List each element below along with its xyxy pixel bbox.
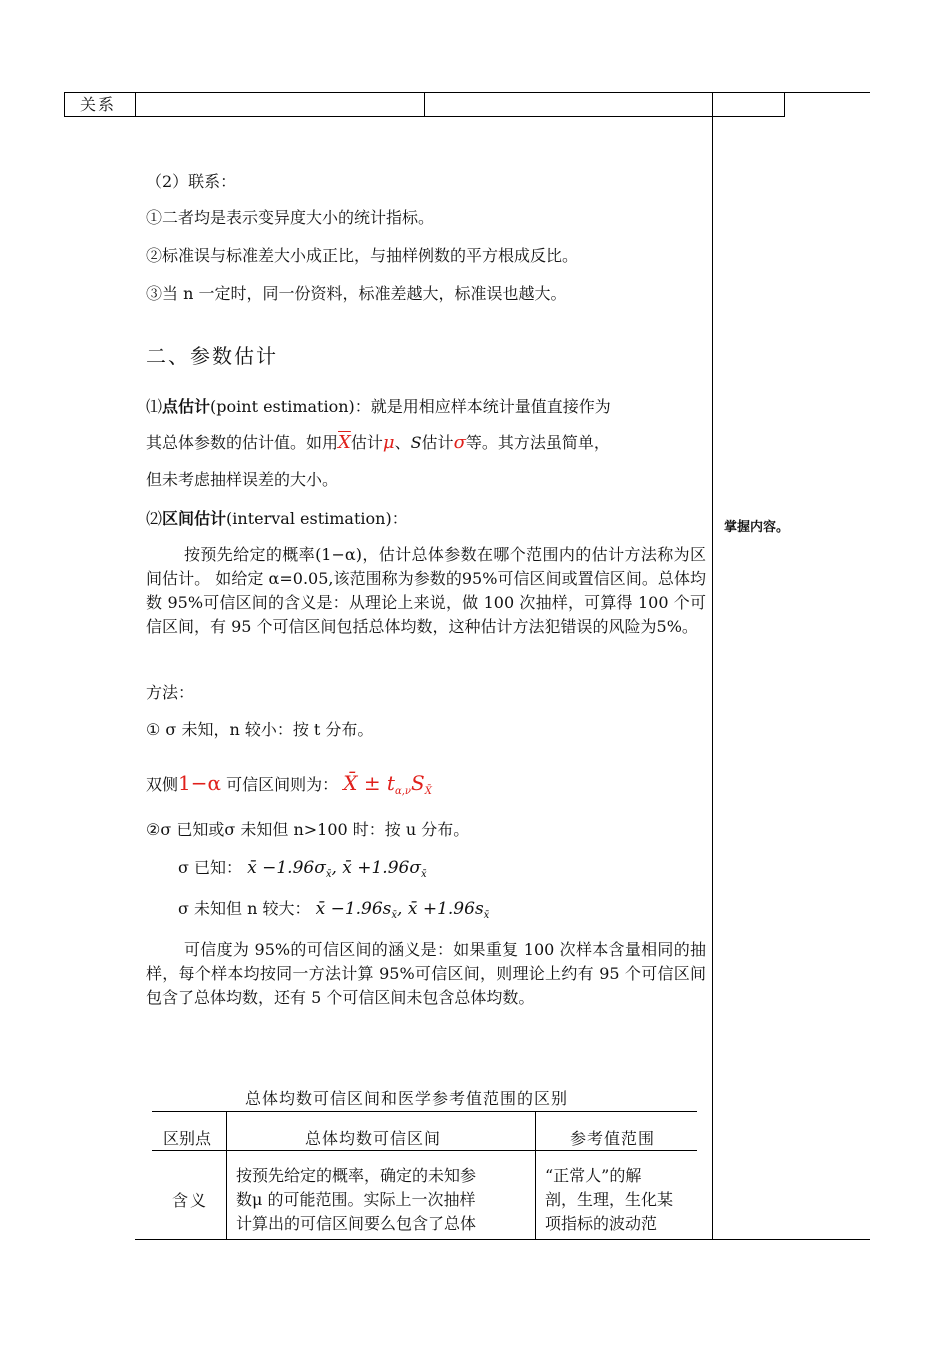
sigma-known-formula [247, 858, 426, 878]
two-sided-alpha: 1−α [178, 771, 222, 795]
xbar-symbol: $\overline{X}$ [338, 432, 351, 453]
known-formula-b: , x̄ +1.96σ [331, 858, 421, 878]
point-text-c: 、 [394, 433, 411, 452]
point-text-a: 其总体参数的估计值。如用 [146, 433, 339, 452]
sigma-unknown-label: σ 未知但 n 较大： [178, 899, 311, 918]
point-estimation-line2 [146, 433, 610, 453]
compare-row1-label: 含义 [172, 1191, 209, 1210]
sigma-unknown-line [178, 899, 489, 926]
sigma-known-label: σ 已知： [178, 858, 243, 877]
confidence-paragraph: 可信度为 95%的可信区间的涵义是：如果重复 100 次样本含量相同的抽样，每个样本均按同一方法计算 95%可信区间，则理论上约有 95 个可信区间包含了总体均数，还有 5 个可信区间未包含总体均数。 [146, 940, 706, 1007]
interval-term: 区间估计 [162, 509, 227, 528]
page-bottom-border [135, 1239, 870, 1240]
compare-caption: 总体均数可信区间和医学参考值范围的区别 [245, 1089, 569, 1108]
ci-line-2: 数μ 的可能范围。实际上一次抽样 [236, 1190, 476, 1209]
unknown-sub-2: x̄ [483, 910, 490, 921]
top-row-div-0 [64, 92, 65, 117]
ci-line-1: 按预先给定的概率，确定的未知参 [236, 1166, 477, 1185]
interval-paragraph: 按预先给定的概率(1−α)，估计总体参数在哪个范围内的估计方法称为区间估计。 如给定 α=0.05,该范围称为参数的95%可信区间或置信区间。总体均数 95%可信区间的含义是：从理论上来说，做 100 次抽样，可算得 100 个可信区间，有 95 个可信区间包括总体均数，这种估计方法犯错误的风险为5%。 [146, 545, 706, 636]
two-sided-rest: 可信区间则为： [226, 775, 339, 794]
point-en: (point estimation)：就是用相应样本统计量值直接作为 [210, 397, 611, 416]
point-estimation-line3: 但未考虑抽样误差的大小。 [146, 470, 339, 489]
top-row-div-2 [424, 92, 425, 117]
ci-line-3: 计算出的可信区间要么包含了总体 [236, 1214, 477, 1233]
interval-estimation-heading [146, 509, 408, 529]
t-formula [343, 771, 432, 795]
sigma-known-line [178, 858, 427, 885]
point-text-b: 估计 [350, 433, 383, 452]
unknown-sub-1: x̄ [391, 910, 398, 921]
main-column-divider [712, 116, 713, 1240]
interval-en: (interval estimation)： [226, 509, 408, 528]
two-sided-line [146, 770, 432, 805]
t-formula-main: X̄ ± t [343, 771, 395, 795]
sigma-unknown-formula [316, 899, 490, 919]
point-text-d: 估计 [421, 433, 454, 452]
link-item-2: ②标准误与标准差大小成正比，与抽样例数的平方根成反比。 [146, 246, 579, 265]
compare-col-div-2 [535, 1111, 536, 1239]
section-title: 二、参数估计 [146, 344, 278, 368]
point-term: 点估计 [162, 397, 211, 416]
top-row-div-1 [135, 92, 136, 117]
point-text-e: 等。其方法虽简单， [465, 433, 610, 452]
ref-line-2: 剖，生理，生化某 [545, 1190, 674, 1209]
known-formula-a: x̄ −1.96σ [247, 858, 326, 878]
top-row-top-border [64, 92, 870, 93]
unknown-formula-b: , x̄ +1.96s [397, 899, 484, 919]
known-sub-1: x̄ [325, 869, 332, 880]
t-formula-s: S [410, 771, 425, 795]
mu-symbol: μ [382, 432, 395, 453]
unknown-formula-a: x̄ −1.96s [315, 899, 392, 919]
method-label: 方法： [146, 683, 195, 702]
compare-row1-ci [236, 1164, 528, 1236]
s-symbol: S [410, 433, 422, 452]
method-2: ②σ 已知或σ 未知但 n>100 时：按 u 分布。 [146, 820, 470, 839]
compare-col-div-1 [226, 1111, 227, 1239]
compare-header-1: 总体均数可信区间 [305, 1129, 442, 1148]
two-sided-label: 双侧 [146, 775, 179, 794]
link-item-3: ③当 n 一定时，同一份资料，标准差越大，标准误也越大。 [146, 284, 567, 303]
known-sub-2: x̄ [420, 869, 427, 880]
ref-line-1: “正常人”的解 [545, 1166, 642, 1185]
link-item-1: ①二者均是表示变异度大小的统计指标。 [146, 208, 435, 227]
point-prefix: ⑴ [146, 397, 163, 416]
link-heading: （2）联系： [146, 172, 237, 191]
t-formula-s-sub: X̄ [424, 786, 432, 797]
compare-header-border [152, 1150, 697, 1151]
t-formula-sub: α,ν [394, 786, 411, 797]
top-row-div-3 [712, 92, 713, 117]
top-row-label: 关系 [80, 95, 117, 114]
point-estimation-line1 [146, 397, 611, 417]
interval-prefix: ⑵ [146, 509, 163, 528]
compare-row1-ref [545, 1164, 695, 1236]
side-note: 掌握内容。 [724, 520, 790, 535]
ref-line-3: 项指标的波动范 [545, 1214, 658, 1233]
top-row-div-4 [784, 92, 785, 117]
compare-header-0: 区别点 [163, 1129, 212, 1148]
compare-top-border [152, 1111, 697, 1112]
compare-header-2: 参考值范围 [570, 1129, 656, 1148]
sigma-symbol: σ [453, 432, 466, 453]
method-1: ① σ 未知，n 较小：按 t 分布。 [146, 720, 374, 739]
